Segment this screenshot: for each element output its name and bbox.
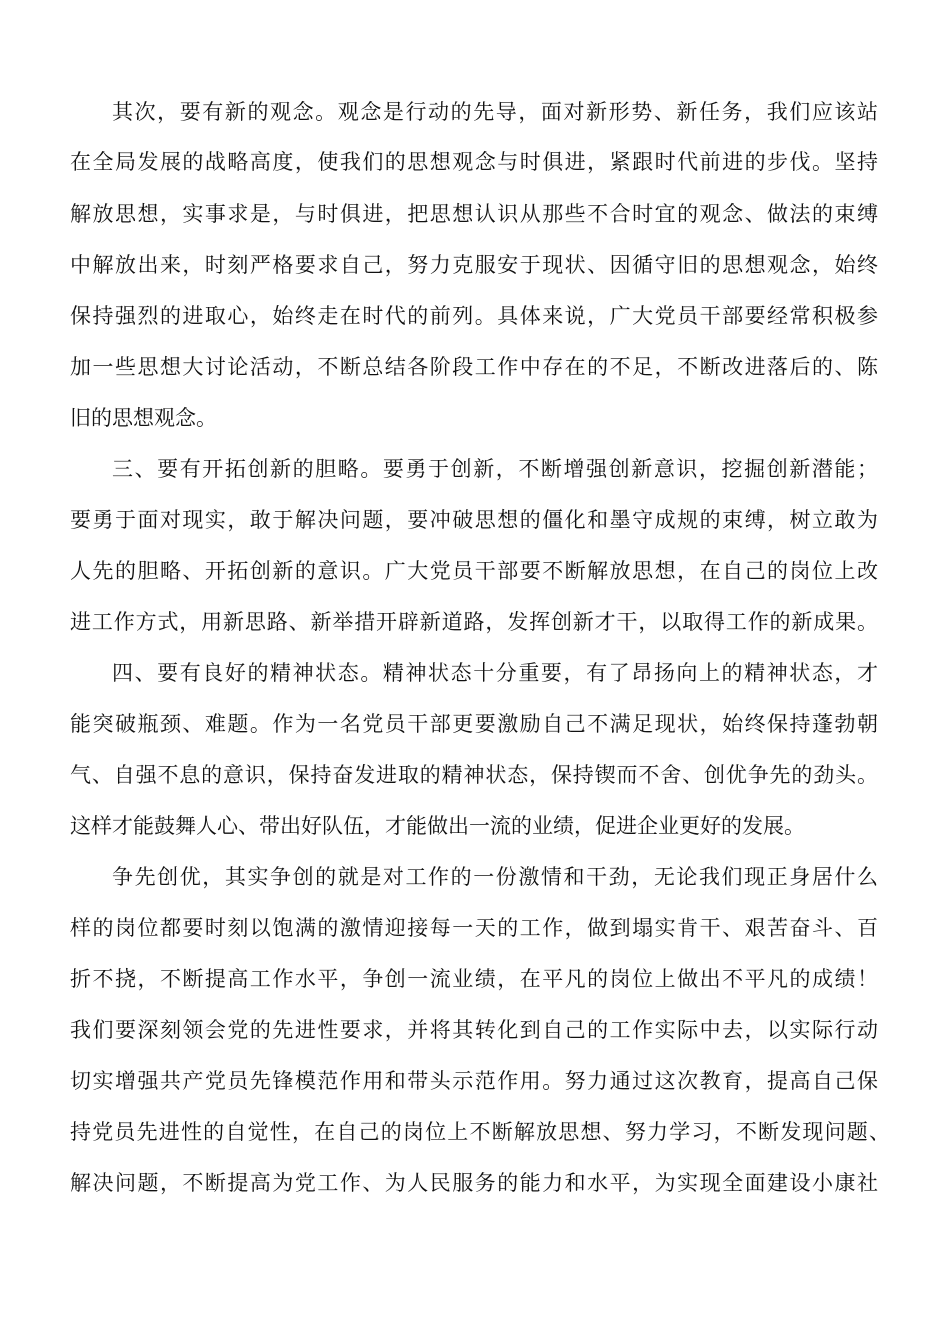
text-line: 解决问题，不断提高为党工作、为人民服务的能力和水平，为实现全面建设小康社 — [70, 1171, 878, 1195]
text-line: 解放思想，实事求是，与时俱进，把思想认识从那些不合时宜的观念、做法的束缚 — [70, 202, 878, 226]
text-line: 人先的胆略、开拓创新的意识。广大党员干部要不断解放思想，在自己的岗位上改 — [70, 559, 878, 583]
text-line: 三、要有开拓创新的胆略。要勇于创新，不断增强创新意识，挖掘创新潜能； — [112, 457, 878, 481]
text-line: 折不挠，不断提高工作水平，争创一流业绩，在平凡的岗位上做出不平凡的成绩！ — [70, 967, 878, 991]
text-line: 能突破瓶颈、难题。作为一名党员干部更要激励自己不满足现状，始终保持蓬勃朝 — [70, 712, 878, 736]
text-line: 加一些思想大讨论活动，不断总结各阶段工作中存在的不足，不断改进落后的、陈 — [70, 355, 878, 379]
text-line: 切实增强共产党员先锋模范作用和带头示范作用。努力通过这次教育，提高自己保 — [70, 1069, 878, 1093]
text-line: 我们要深刻领会党的先进性要求，并将其转化到自己的工作实际中去，以实际行动 — [70, 1018, 878, 1042]
text-line: 气、自强不息的意识，保持奋发进取的精神状态，保持锲而不舍、创优争先的劲头。 — [70, 763, 878, 787]
text-line: 保持强烈的进取心，始终走在时代的前列。具体来说，广大党员干部要经常积极参 — [70, 304, 878, 328]
text-line: 其次，要有新的观念。观念是行动的先导，面对新形势、新任务，我们应该站 — [112, 100, 878, 124]
text-line: 中解放出来，时刻严格要求自己，努力克服安于现状、因循守旧的思想观念，始终 — [70, 253, 878, 277]
text-line: 要勇于面对现实，敢于解决问题，要冲破思想的僵化和墨守成规的束缚，树立敢为 — [70, 508, 878, 532]
text-line: 争先创优，其实争创的就是对工作的一份激情和干劲，无论我们现正身居什么 — [112, 865, 878, 889]
text-line: 旧的思想观念。 — [70, 406, 217, 430]
text-line: 样的岗位都要时刻以饱满的激情迎接每一天的工作，做到塌实肯干、艰苦奋斗、百 — [70, 916, 878, 940]
text-line: 在全局发展的战略高度，使我们的思想观念与时俱进，紧跟时代前进的步伐。坚持 — [70, 150, 878, 174]
text-line: 进工作方式，用新思路、新举措开辟新道路，发挥创新才干，以取得工作的新成果。 — [70, 610, 878, 634]
text-line: 四、要有良好的精神状态。精神状态十分重要，有了昂扬向上的精神状态，才 — [112, 661, 878, 685]
text-line: 这样才能鼓舞人心、带出好队伍，才能做出一流的业绩，促进企业更好的发展。 — [70, 814, 805, 838]
text-line: 持党员先进性的自觉性，在自己的岗位上不断解放思想、努力学习，不断发现问题、 — [70, 1120, 890, 1144]
